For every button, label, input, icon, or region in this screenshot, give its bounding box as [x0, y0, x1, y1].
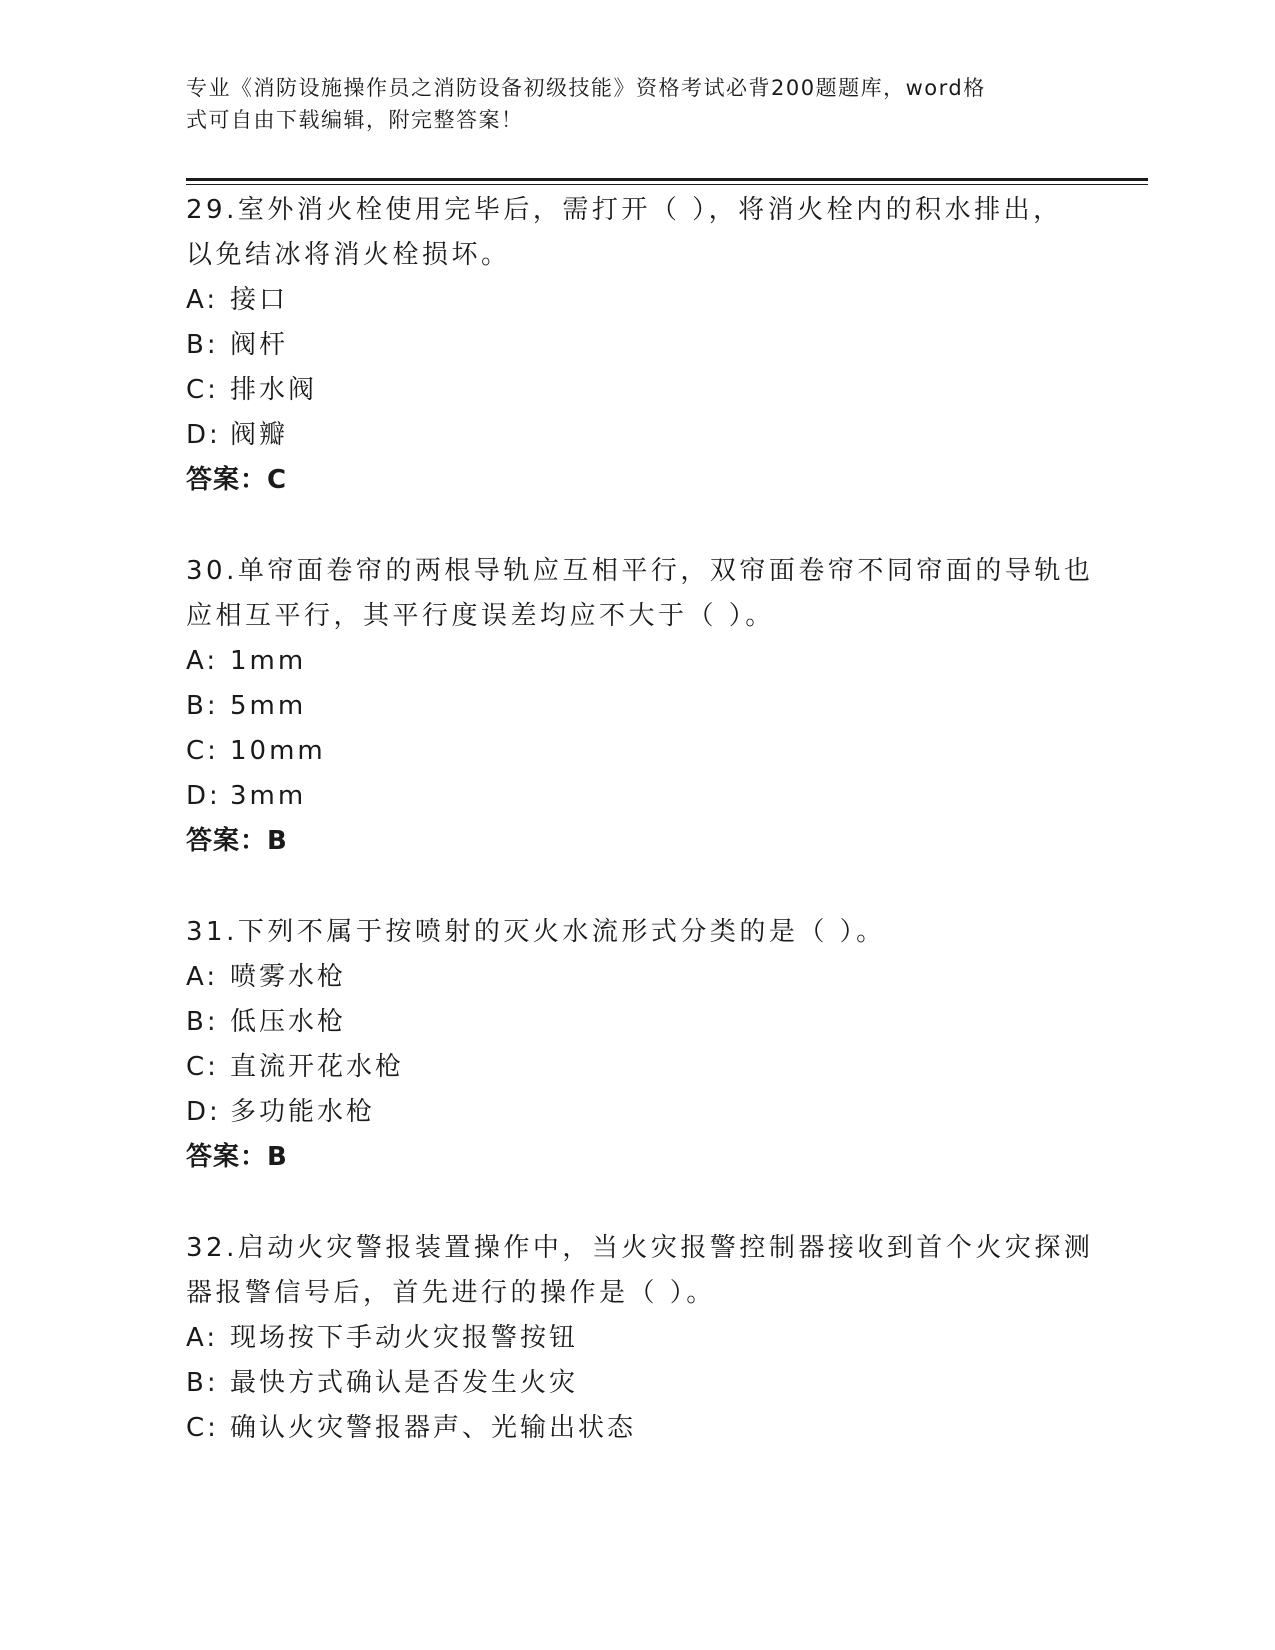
option-key: C: [186, 736, 219, 766]
option-text: 排水阀 [230, 375, 318, 405]
option-key: A: [186, 1323, 219, 1353]
header-divider-thick [186, 178, 1148, 181]
option-key: A: [186, 646, 219, 676]
option-key: D: [186, 1097, 221, 1127]
question-stem [186, 910, 1106, 955]
answer-line: 答案：C [186, 465, 288, 495]
option-key: B: [186, 1007, 219, 1037]
option-text: 确认火灾警报器声、光输出状态 [230, 1413, 637, 1443]
option-a [186, 639, 1106, 684]
option-text: 喷雾水枪 [230, 962, 347, 992]
question-31 [186, 910, 1106, 1180]
option-key: D: [186, 420, 221, 450]
option-key: C: [186, 1052, 219, 1082]
question-stem-line: 应相互平行，其平行度误差均应不大于（ ）。 [186, 601, 775, 631]
answer-line: 答案：B [186, 1142, 288, 1172]
option-key: C: [186, 375, 219, 405]
question-stem [186, 1226, 1106, 1316]
option-text: 接口 [230, 285, 289, 315]
question-stem-line: 31.下列不属于按喷射的灭火水流形式分类的是（ ）。 [186, 917, 886, 947]
question-32 [186, 1226, 1106, 1451]
question-stem-line: 32.启动火灾警报装置操作中，当火灾报警控制器接收到首个火灾探测 [186, 1233, 1094, 1263]
option-a [186, 1316, 1106, 1361]
option-text: 10mm [230, 736, 326, 766]
option-key: A: [186, 962, 219, 992]
option-d [186, 774, 1106, 819]
question-30 [186, 549, 1106, 864]
question-stem [186, 549, 1106, 639]
question-stem-line: 器报警信号后，首先进行的操作是（ ）。 [186, 1278, 716, 1308]
option-key: D: [186, 781, 221, 811]
question-stem-line: 29.室外消火栓使用完毕后，需打开（ ），将消火栓内的积水排出， [186, 195, 1063, 225]
option-text: 阀杆 [230, 330, 289, 360]
option-b [186, 684, 1106, 729]
question-stem [186, 188, 1106, 278]
document-header [186, 72, 1066, 136]
option-b [186, 323, 1106, 368]
option-c [186, 1406, 1106, 1451]
option-key: B: [186, 330, 219, 360]
option-d [186, 413, 1106, 458]
option-text: 1mm [230, 646, 307, 676]
option-a [186, 278, 1106, 323]
option-key: B: [186, 691, 219, 721]
option-text: 直流开花水枪 [230, 1052, 405, 1082]
header-divider-thin [186, 184, 1148, 185]
question-list [186, 188, 1106, 1497]
question-stem-line: 30.单帘面卷帘的两根导轨应互相平行，双帘面卷帘不同帘面的导轨也 [186, 556, 1094, 586]
option-d [186, 1090, 1106, 1135]
option-b [186, 1361, 1106, 1406]
option-c [186, 729, 1106, 774]
option-c [186, 1045, 1106, 1090]
header-line-1: 专业《消防设施操作员之消防设备初级技能》资格考试必背200题题库，word格 [186, 76, 986, 100]
option-text: 最快方式确认是否发生火灾 [230, 1368, 579, 1398]
question-stem-line: 以免结冰将消火栓损坏。 [186, 240, 511, 270]
option-text: 现场按下手动火灾报警按钮 [230, 1323, 579, 1353]
option-key: A: [186, 285, 219, 315]
option-a [186, 955, 1106, 1000]
option-key: B: [186, 1368, 219, 1398]
option-text: 5mm [230, 691, 307, 721]
question-29 [186, 188, 1106, 503]
option-text: 3mm [230, 781, 307, 811]
header-line-2: 式可自由下载编辑，附完整答案！ [186, 108, 524, 132]
answer-line: 答案：B [186, 826, 288, 856]
option-key: C: [186, 1413, 219, 1443]
option-text: 低压水枪 [230, 1007, 347, 1037]
option-c [186, 368, 1106, 413]
option-text: 多功能水枪 [230, 1097, 376, 1127]
option-text: 阀瓣 [230, 420, 289, 450]
option-b [186, 1000, 1106, 1045]
